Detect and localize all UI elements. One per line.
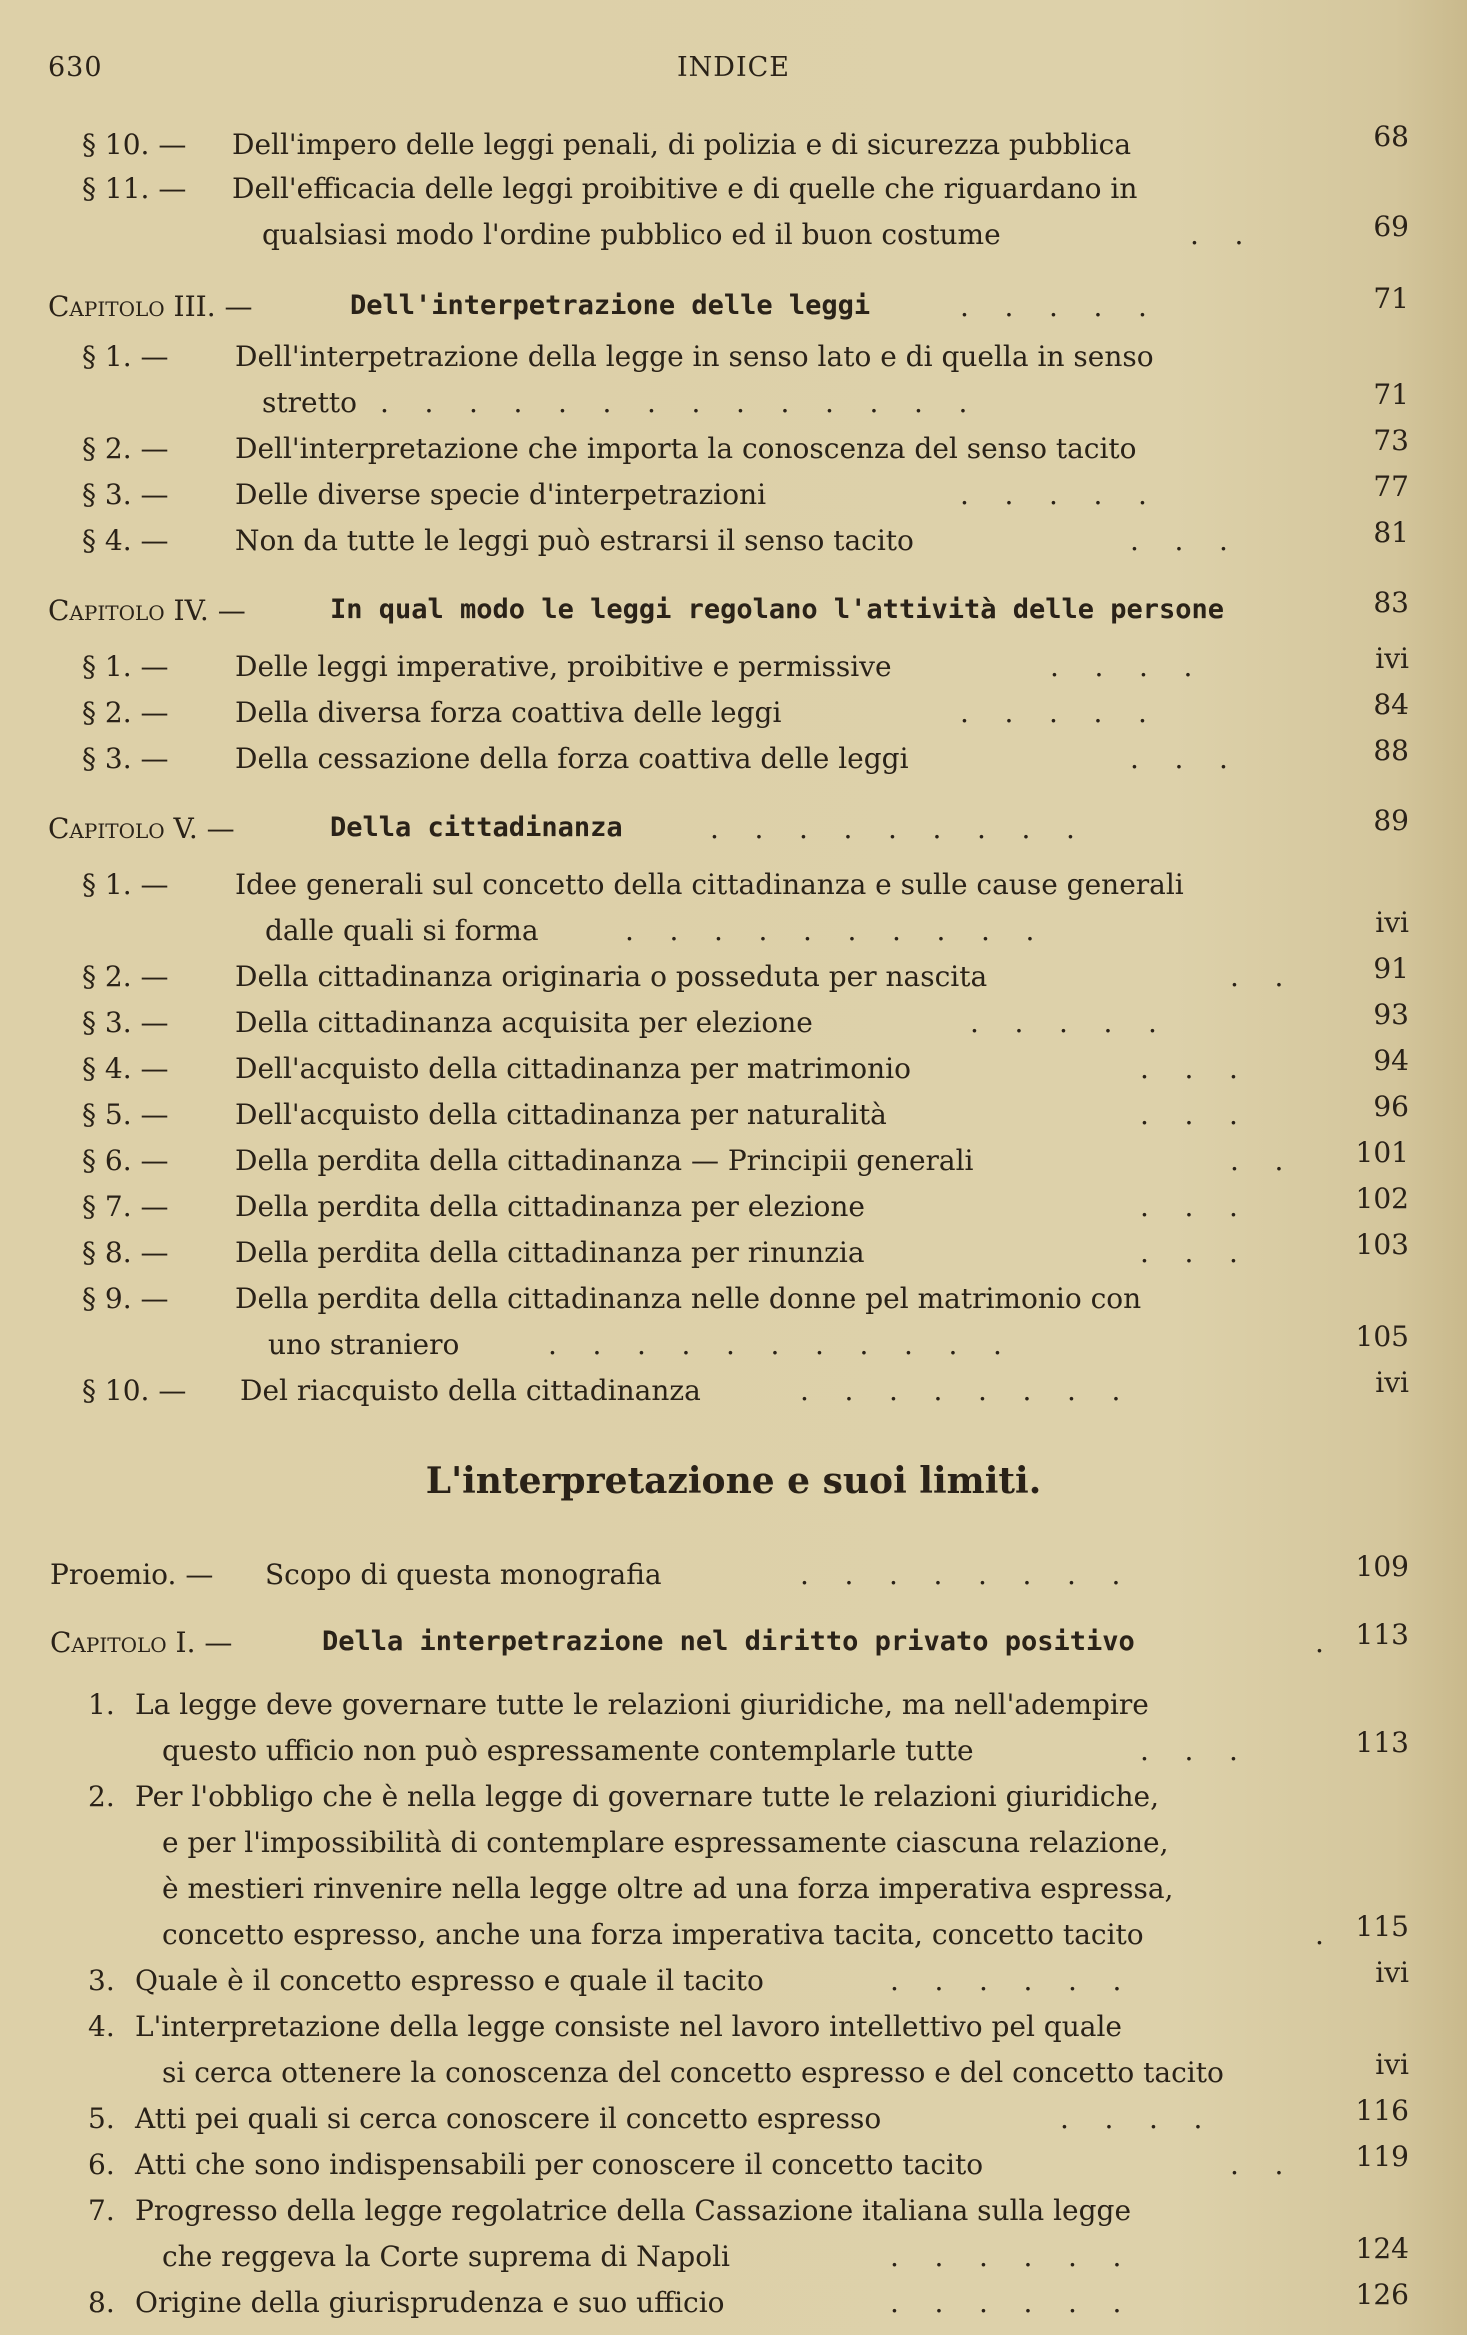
toc-entry: § 6. — Della perdita della cittadinanza — Principii generali . . 101 xyxy=(82,1136,1409,1177)
chapter-heading: Capitolo I. — Della interpetrazione nel diritto privato positivo . 113 xyxy=(50,1618,1409,1659)
toc-entry: § 4. — Non da tutte le leggi può estrarsi il senso tacito . . . 81 xyxy=(82,516,1409,557)
toc-entry: Proemio. — Scopo di questa monografia . . . . . . . . 109 xyxy=(50,1550,1409,1591)
toc-entry: § 8. — Della perdita della cittadinanza per rinunzia . . . 103 xyxy=(82,1228,1409,1269)
page-number: 630 xyxy=(48,52,103,83)
toc-entry: 8. Origine della giurisprudenza e suo ufficio . . . . . . 126 xyxy=(88,2278,1409,2319)
toc-entry: § 7. — Della perdita della cittadinanza per elezione . . . 102 xyxy=(82,1182,1409,1223)
toc-entry-continuation: qualsiasi modo l'ordine pubblico ed il buon costume . . 69 xyxy=(262,210,1409,251)
toc-entry: § 3. — Della cittadinanza acquisita per elezione . . . . . 93 xyxy=(82,998,1409,1039)
toc-entry-continuation: questo ufficio non può espressamente contemplarle tutte . . . 113 xyxy=(162,1726,1409,1767)
section-title: L'interpretazione e suoi limiti. xyxy=(425,1460,1042,1502)
toc-entry: 3. Quale è il concetto espresso e quale il tacito . . . . . . ivi xyxy=(88,1956,1409,1997)
toc-entry: 1. La legge deve governare tutte le relazioni giuridiche, ma nell'adempire xyxy=(88,1688,1149,1721)
toc-entry-continuation: è mestieri rinvenire nella legge oltre ad una forza imperativa espressa, xyxy=(162,1872,1174,1905)
toc-entry: § 2. — Dell'interpretazione che importa la conoscenza del senso tacito 73 xyxy=(82,424,1409,465)
toc-entry-continuation: uno straniero . . . . . . . . . . . 105 xyxy=(268,1320,1409,1361)
toc-entry: 7. Progresso della legge regolatrice della Cassazione italiana sulla legge xyxy=(88,2194,1132,2227)
toc-entry-continuation: che reggeva la Corte suprema di Napoli . . . . . . 124 xyxy=(162,2232,1409,2273)
toc-entry-continuation: si cerca ottenere la conoscenza del concetto espresso e del concetto tacito ivi xyxy=(162,2048,1409,2089)
toc-entry: § 2. — Della diversa forza coattiva delle leggi . . . . . 84 xyxy=(82,688,1409,729)
toc-entry: 5. Atti pei quali si cerca conoscere il concetto espresso . . . . 116 xyxy=(88,2094,1409,2135)
running-header xyxy=(48,52,1419,92)
toc-entry: § 9. — Della perdita della cittadinanza nelle donne pel matrimonio con xyxy=(82,1282,1142,1315)
chapter-heading: Capitolo III. — Dell'interpetrazione delle leggi . . . . . 71 xyxy=(48,282,1409,323)
chapter-heading: Capitolo IV. — In qual modo le leggi regolano l'attività delle persone 83 xyxy=(48,586,1409,627)
toc-entry: § 1. — Dell'interpetrazione della legge in senso lato e di quella in senso xyxy=(82,340,1154,373)
italic-terms-line: concetto espresso, anche una forza imperativa tacita, concetto tacito xyxy=(162,1918,1144,1951)
toc-entry: § 10. — Dell'impero delle leggi penali, di polizia e di sicurezza pubblica 68 xyxy=(82,120,1409,161)
chapter-heading: Capitolo V. — Della cittadinanza . . . . . . . . . 89 xyxy=(48,804,1409,845)
toc-entry: § 1. — Idee generali sul concetto della cittadinanza e sulle cause generali xyxy=(82,868,1184,901)
toc-entry-continuation: dalle quali si forma . . . . . . . . . . ivi xyxy=(265,906,1409,947)
toc-entry: § 1. — Delle leggi imperative, proibitive e permissive . . . . ivi xyxy=(82,642,1409,683)
toc-entry-continuation: stretto . . . . . . . . . . . . . . 71 xyxy=(262,378,1409,419)
toc-entry: 4. L'interpretazione della legge consiste nel lavoro intellettivo pel quale xyxy=(88,2010,1122,2043)
toc-entry: § 5. — Dell'acquisto della cittadinanza per naturalità . . . 96 xyxy=(82,1090,1409,1131)
toc-entry: § 4. — Dell'acquisto della cittadinanza per matrimonio . . . 94 xyxy=(82,1044,1409,1085)
page-ref: 68 xyxy=(1373,120,1409,153)
toc-entry: § 2. — Della cittadinanza originaria o posseduta per nascita . . 91 xyxy=(82,952,1409,993)
toc-entry: § 10. — Del riacquisto della cittadinanza . . . . . . . . ivi xyxy=(82,1366,1409,1407)
toc-entry: § 3. — Delle diverse specie d'interpetrazioni . . . . . 77 xyxy=(82,470,1409,511)
toc-entry: 6. Atti che sono indispensabili per conoscere il concetto tacito . . 119 xyxy=(88,2140,1409,2181)
toc-entry-continuation: concetto espresso, anche una forza imperativa tacita, concetto tacito . 115 xyxy=(162,1910,1409,1951)
toc-entry: 2. Per l'obbligo che è nella legge di governare tutte le relazioni giuridiche, xyxy=(88,1780,1159,1813)
toc-entry: § 11. — Dell'efficacia delle leggi proibitive e di quelle che riguardano in xyxy=(82,172,1138,205)
toc-entry-continuation: e per l'impossibilità di contemplare espressamente ciascuna relazione, xyxy=(162,1826,1169,1859)
page-title: INDICE xyxy=(677,52,790,83)
toc-entry: § 3. — Della cessazione della forza coattiva delle leggi . . . 88 xyxy=(82,734,1409,775)
